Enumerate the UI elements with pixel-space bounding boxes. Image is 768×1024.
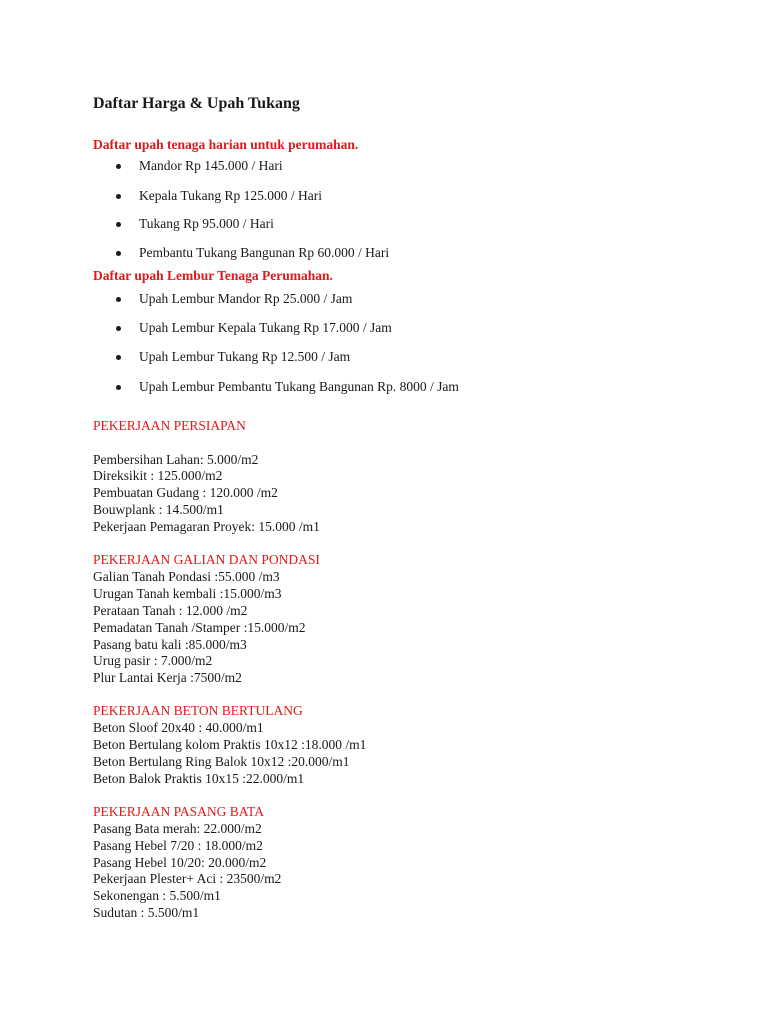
price-line: Beton Balok Praktis 10x15 :22.000/m1 [93,771,305,786]
price-line: Galian Tanah Pondasi :55.000 /m3 [93,569,280,584]
list-item [116,291,352,307]
price-line: Pasang Bata merah: 22.000/m2 [93,821,262,836]
price-line: Beton Sloof 20x40 : 40.000/m1 [93,720,264,735]
section-heading-persiapan: PEKERJAAN PERSIAPAN [93,418,246,433]
list-item-text: Pembantu Tukang Bangunan Rp 60.000 / Hari [139,245,390,260]
section-heading-pasang-bata: PEKERJAAN PASANG BATA [93,804,264,819]
bullet-icon [116,251,121,256]
list-item [116,216,274,232]
price-line: Pasang batu kali :85.000/m3 [93,637,247,652]
price-line: Pekerjaan Pemagaran Proyek: 15.000 /m1 [93,519,320,534]
price-line: Sudutan : 5.500/m1 [93,905,200,920]
price-line: Plur Lantai Kerja :7500/m2 [93,670,242,685]
list-item [116,188,322,204]
list-item-text: Upah Lembur Tukang Rp 12.500 / Jam [139,349,351,364]
price-line: Pembersihan Lahan: 5.000/m2 [93,452,259,467]
bullet-icon [116,385,121,390]
bullet-icon [116,164,121,169]
list-item [116,320,392,336]
bullet-icon [116,355,121,360]
bullet-icon [116,194,121,199]
overtime-wages-heading: Daftar upah Lembur Tenaga Perumahan. [93,268,333,283]
price-line: Bouwplank : 14.500/m1 [93,502,224,517]
bullet-icon [116,222,121,227]
list-item [116,349,350,365]
list-item-text: Upah Lembur Pembantu Tukang Bangunan Rp. 8000 / Jam [139,379,459,394]
price-line: Pasang Hebel 7/20 : 18.000/m2 [93,838,263,853]
bullet-icon [116,326,121,331]
list-item [116,245,389,261]
price-line: Pasang Hebel 10/20: 20.000/m2 [93,855,267,870]
price-line: Pemadatan Tanah /Stamper :15.000/m2 [93,620,306,635]
price-line: Beton Bertulang Ring Balok 10x12 :20.000/m1 [93,754,350,769]
list-item [116,158,283,174]
price-line: Perataan Tanah : 12.000 /m2 [93,603,248,618]
list-item-text: Mandor Rp 145.000 / Hari [139,158,283,173]
section-heading-galian: PEKERJAAN GALIAN DAN PONDASI [93,552,320,567]
list-item [116,379,459,395]
document-title: Daftar Harga & Upah Tukang [93,95,300,112]
price-line: Pembuatan Gudang : 120.000 /m2 [93,485,278,500]
bullet-icon [116,297,121,302]
price-line: Urug pasir : 7.000/m2 [93,653,213,668]
section-heading-beton: PEKERJAAN BETON BERTULANG [93,703,303,718]
list-item-text: Kepala Tukang Rp 125.000 / Hari [139,188,322,203]
price-line: Sekonengan : 5.500/m1 [93,888,221,903]
price-line: Pekerjaan Plester+ Aci : 23500/m2 [93,871,282,886]
price-line: Direksikit : 125.000/m2 [93,468,223,483]
daily-wages-heading: Daftar upah tenaga harian untuk perumahan. [93,137,359,152]
list-item-text: Upah Lembur Kepala Tukang Rp 17.000 / Jam [139,320,392,335]
list-item-text: Upah Lembur Mandor Rp 25.000 / Jam [139,291,353,306]
price-line: Beton Bertulang kolom Praktis 10x12 :18.000 /m1 [93,737,367,752]
price-line: Urugan Tanah kembali :15.000/m3 [93,586,282,601]
list-item-text: Tukang Rp 95.000 / Hari [139,216,274,231]
